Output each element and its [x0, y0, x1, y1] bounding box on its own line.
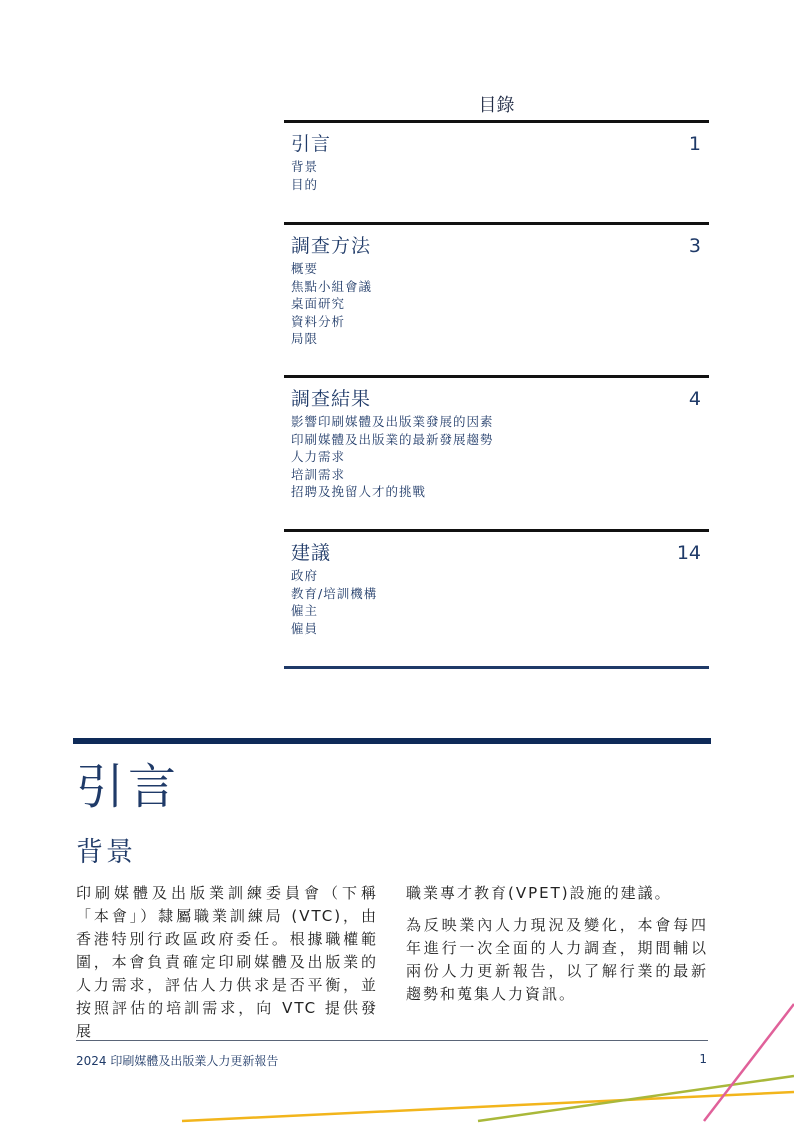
deco-line-yellow: [182, 1092, 794, 1121]
toc-item[interactable]: 桌面研究: [291, 296, 346, 311]
toc-page-number: 14: [676, 542, 701, 564]
section-title: 背景: [76, 837, 136, 868]
toc-item[interactable]: 焦點小組會議: [291, 278, 373, 294]
deco-line-olive: [478, 1076, 794, 1121]
toc-item[interactable]: 目的: [291, 176, 319, 192]
toc-item[interactable]: 影響印刷媒體及出版業發展的因素: [291, 414, 494, 429]
toc-page-number: 1: [688, 133, 701, 155]
toc-item[interactable]: 教育/培訓機構: [291, 585, 378, 601]
toc-item[interactable]: 培訓需求: [291, 466, 346, 482]
toc-item[interactable]: 政府: [291, 568, 319, 583]
toc-section-title[interactable]: 調查方法: [291, 235, 372, 257]
body-paragraph: 印刷媒體及出版業訓練委員會（下稱「本會」）隸屬職業訓練局 (VTC)，由香港特別行政區政府委任。根據職權範圍，本會負責確定印刷媒體及出版業的人力需求，評估人力供求是否平衡，並按照評估的培訓需求，向 VTC 提供發展: [76, 884, 378, 1040]
toc-item[interactable]: 印刷媒體及出版業的最新發展趨勢: [291, 431, 494, 447]
toc-item[interactable]: 僱主: [291, 603, 319, 618]
toc-item[interactable]: 局限: [291, 331, 319, 346]
body-paragraph: 職業專才教育(VPET)設施的建議。: [406, 884, 672, 902]
footer-report-title: 2024 印刷媒體及出版業人力更新報告: [76, 1054, 279, 1068]
toc-item[interactable]: 概要: [291, 261, 319, 276]
toc-title: 目錄: [478, 95, 515, 116]
toc-item[interactable]: 招聘及挽留人才的挑戰: [291, 484, 427, 499]
toc-item[interactable]: 背景: [291, 159, 319, 174]
toc-page-number: 4: [688, 388, 701, 410]
chapter-title: 引言: [76, 759, 181, 815]
footer-page-number: 1: [699, 1052, 707, 1066]
toc-item[interactable]: 僱員: [291, 620, 319, 636]
toc-section-title[interactable]: 引言: [291, 133, 332, 155]
body-paragraph: 為反映業內人力現況及變化，本會每四年進行一次全面的人力調查，期間輔以兩份人力更新報告，以了解行業的最新趨勢和蒐集人力資訊。: [406, 916, 708, 1003]
toc-item[interactable]: 人力需求: [291, 449, 346, 464]
toc-page-number: 3: [688, 235, 701, 257]
toc-section-title[interactable]: 調查結果: [291, 388, 372, 410]
deco-line-pink: [704, 1004, 794, 1121]
toc-item[interactable]: 資料分析: [291, 313, 346, 329]
toc-section-title[interactable]: 建議: [291, 542, 332, 564]
